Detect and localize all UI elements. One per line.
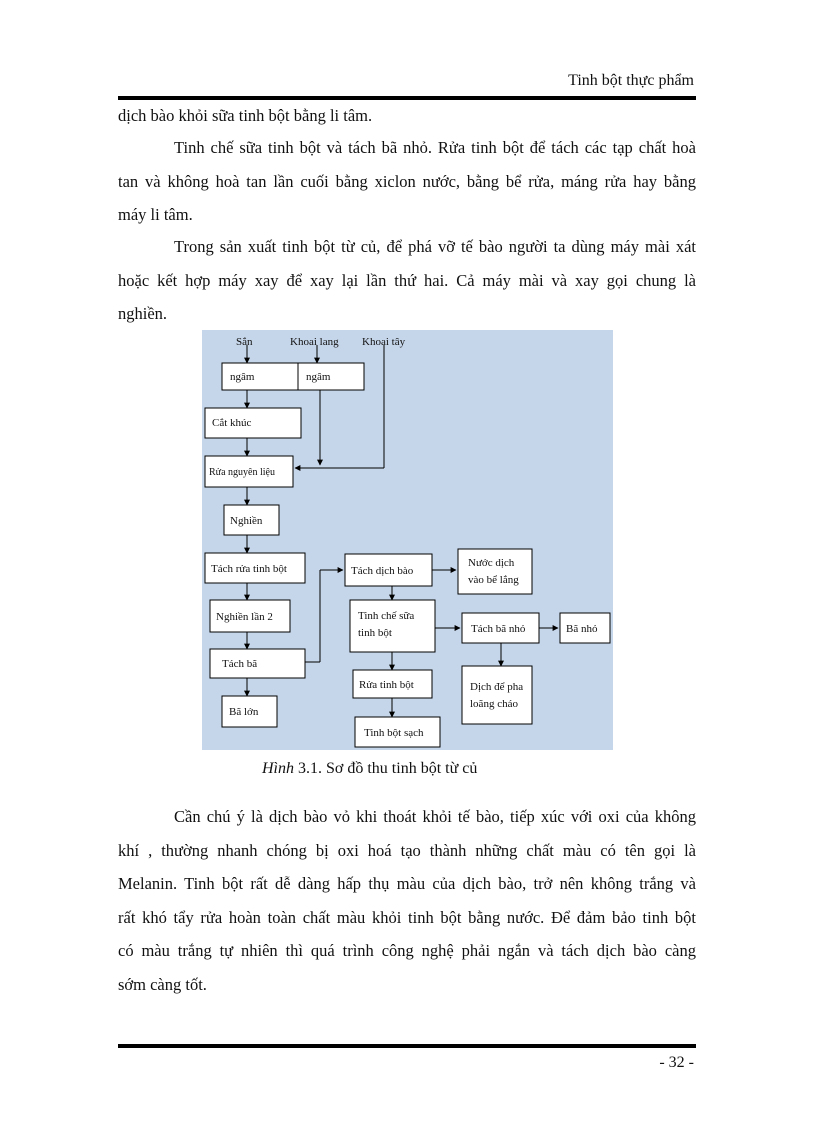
paragraph-line: rất khó tẩy rửa hoàn toàn chất màu khỏi tinh bột bằng nước. Để đảm bảo tinh bột [118, 907, 696, 927]
label-tach-rua-tinh-bot: Tách rửa tinh bột [211, 563, 287, 575]
paragraph-2 [118, 131, 696, 232]
footer-rule [118, 1044, 696, 1050]
box-nuoc-dich [458, 549, 532, 594]
paragraph-line: sớm càng tốt. [118, 974, 207, 994]
label-ngam-1: ngâm [230, 371, 255, 383]
label-ba-nho: Bã nhỏ [566, 623, 598, 635]
paragraph-line: nghiền. [118, 304, 168, 323]
label-ba-lon: Bã lớn [229, 706, 259, 718]
paragraph-4 [118, 800, 696, 1001]
label-dich-pha-1: Dịch để pha [470, 681, 524, 693]
figure-caption [262, 760, 477, 778]
flow-diagram-svg [202, 330, 613, 750]
label-ngam-2: ngâm [306, 371, 331, 383]
page-number: - 32 - [659, 1054, 694, 1071]
input-san: Sắn [236, 336, 253, 348]
label-tach-ba: Tách bã [222, 658, 258, 670]
label-tinh-bot-sach: Tinh bột sạch [364, 727, 424, 739]
caption-label: Hình [262, 760, 294, 777]
label-nuoc-dich-1: Nước dịch [468, 557, 515, 569]
label-nuoc-dich-2: vào bể lắng [468, 574, 519, 586]
label-nghien: Nghiền [230, 515, 263, 527]
paragraph-line: Tinh chế sữa tinh bột và tách bã nhỏ. Rửa tinh bột để tách các tạp chất hoà [174, 138, 696, 157]
paragraph-line: có màu trắng tự nhiên thì quá trình công nghệ phải ngắn và tách dịch bào càng [118, 941, 696, 960]
paragraph-3 [118, 230, 696, 331]
label-nghien-lan-2: Nghiền lần 2 [216, 611, 273, 623]
paragraph-1 [118, 99, 696, 133]
flow-diagram [202, 330, 613, 750]
caption-text: 3.1. Sơ đồ thu tinh bột từ củ [294, 760, 478, 777]
label-tinh-che-1: Tinh chế sữa [358, 610, 415, 622]
paragraph-line: khí , thường nhanh chóng bị oxi hoá tạo thành những chất màu có tên gọi là [118, 840, 696, 860]
paragraph-line: tan và không hoà tan lần cuối bằng xiclon nước, bằng bể rửa, máng rửa hay bằng [118, 171, 696, 191]
paragraph-line: máy li tâm. [118, 205, 193, 224]
label-rua-nguyen-lieu: Rửa nguyên liệu [209, 467, 275, 478]
label-tach-dich-bao: Tách dịch bào [351, 565, 414, 577]
label-cat-khuc: Cắt khúc [212, 417, 252, 429]
input-khoai-lang: Khoai lang [290, 336, 339, 348]
label-rua-tinh-bot: Rửa tinh bột [359, 679, 414, 691]
paragraph-line: Trong sản xuất tinh bột từ củ, để phá vỡ tế bào người ta dùng máy mài xát [174, 237, 696, 256]
paragraph-line: dịch bào khỏi sữa tinh bột bằng li tâm. [118, 106, 373, 125]
label-dich-pha-2: loãng cháo [470, 698, 518, 710]
label-tinh-che-2: tinh bột [358, 627, 392, 639]
paragraph-line: hoặc kết hợp máy xay để xay lại lần thứ hai. Cả máy mài và xay gọi chung là [118, 270, 696, 290]
header-title: Tinh bột thực phẩm [568, 72, 694, 89]
paragraph-line: Melanin. Tinh bột rất dễ dàng hấp thụ màu của dịch bào, trở nên không trắng và [118, 874, 696, 893]
label-tach-ba-nho: Tách bã nhỏ [471, 623, 526, 635]
box-dich-pha [462, 666, 532, 724]
input-khoai-tay: Khoai tây [362, 336, 406, 348]
box-tinh-che [350, 600, 435, 652]
paragraph-line: Cần chú ý là dịch bào vỏ khi thoát khỏi tế bào, tiếp xúc với oxi của không [174, 807, 696, 826]
